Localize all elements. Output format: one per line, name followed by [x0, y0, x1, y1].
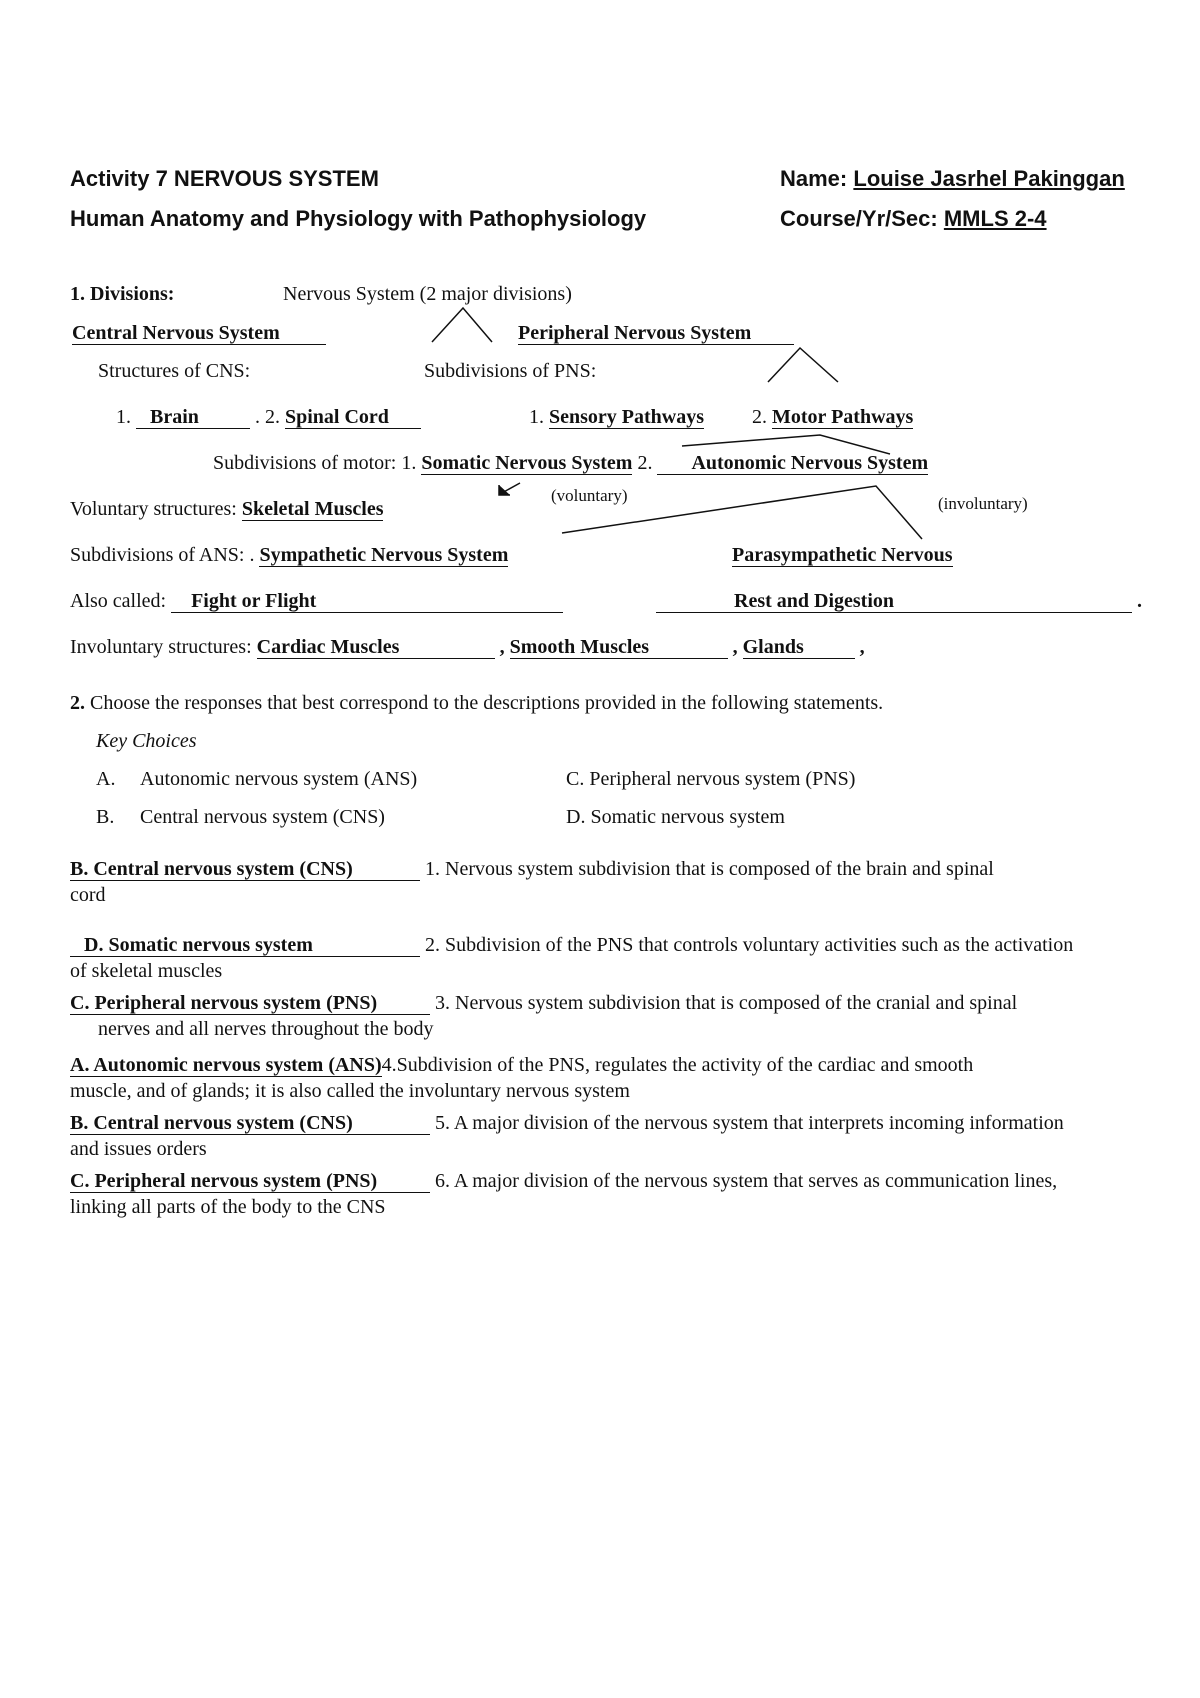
choice-b-text: Central nervous system (CNS) — [140, 806, 385, 828]
voluntary-structures-row — [70, 498, 383, 521]
name-row — [780, 166, 1125, 192]
answer-6-continuation: linking all parts of the body to the CNS — [70, 1196, 386, 1218]
answer-5 — [70, 1110, 1170, 1162]
answer-3-choice: C. Peripheral nervous system (PNS) — [70, 993, 430, 1015]
pns-value: Peripheral Nervous System — [518, 323, 794, 345]
motor-value: Motor Pathways — [772, 406, 914, 428]
cns-structures-label: Structures of CNS: — [98, 360, 251, 382]
somatic-value: Somatic Nervous System — [421, 452, 633, 474]
choice-c — [566, 768, 855, 791]
answer-1-choice: B. Central nervous system (CNS) — [70, 859, 420, 881]
answer-1-statement: 1. Nervous system subdivision that is composed of the brain and spinal — [425, 858, 994, 880]
answer-2-continuation: of skeletal muscles — [70, 960, 223, 982]
cardiac-muscles-value: Cardiac Muscles — [257, 637, 495, 659]
also-called-row — [70, 590, 563, 613]
cns-structures-row — [116, 406, 421, 429]
choice-b-letter: B. — [96, 806, 115, 828]
section2-number: 2. — [70, 692, 85, 714]
root-branch-lines — [432, 308, 492, 342]
choice-c-text: Peripheral nervous system (PNS) — [589, 768, 856, 790]
separator-2: , — [732, 636, 738, 658]
answer-2-statement: 2. Subdivision of the PNS that controls voluntary activities such as the activation — [425, 934, 1074, 956]
divisions-heading: 1. Divisions: — [70, 283, 175, 305]
course-label: Course/Yr/Sec: — [780, 206, 938, 231]
sensory-value: Sensory Pathways — [549, 406, 705, 428]
answer-4-statement: 4.Subdivision of the PNS, regulates the activity of the cardiac and smooth — [381, 1054, 974, 1076]
key-choices-label: Key Choices — [96, 730, 197, 752]
autonomic-value: Autonomic Nervous System — [657, 453, 928, 475]
cns-value: Central Nervous System — [72, 323, 326, 345]
section2-instruction — [70, 692, 883, 715]
nervous-system-root: Nervous System (2 major divisions) — [283, 283, 572, 305]
parasympathetic-value: Parasympathetic Nervous — [732, 544, 953, 566]
pns-label — [518, 322, 794, 345]
parasympathetic-row — [732, 544, 953, 567]
spinal-cord-value: Spinal Cord — [285, 407, 421, 429]
ans-label: Subdivisions of ANS: . — [70, 544, 255, 566]
answer-2-choice: D. Somatic nervous system — [70, 935, 420, 957]
answer-5-continuation: and issues orders — [70, 1138, 207, 1160]
voluntary-note: (voluntary) — [551, 486, 628, 505]
choice-a-letter: A. — [96, 768, 116, 790]
choice-b — [96, 806, 385, 829]
choice-d-letter: D. — [566, 806, 586, 828]
choice-c-letter: C. — [566, 768, 585, 790]
sensory-number: 1. — [529, 406, 544, 428]
activity-title: Activity 7 NERVOUS SYSTEM — [70, 166, 379, 191]
sympathetic-value: Sympathetic Nervous System — [259, 544, 509, 566]
name-value: Louise Jasrhel Pakinggan — [853, 166, 1125, 191]
subject-title: Human Anatomy and Physiology with Pathophysiology — [70, 206, 647, 231]
rest-digestion-row — [656, 590, 1142, 613]
answer-6-statement: 6. A major division of the nervous system that serves as communication lines, — [435, 1170, 1058, 1192]
name-label: Name: — [780, 166, 848, 191]
cns-label — [72, 322, 326, 345]
course-value: MMLS 2-4 — [943, 206, 1047, 231]
answer-3 — [70, 990, 1170, 1042]
pns-subdivisions-row — [529, 406, 913, 429]
answer-1 — [70, 856, 1170, 908]
spinal-cord-number: . 2. — [255, 406, 280, 428]
voluntary-value: Skeletal Muscles — [241, 498, 384, 520]
smooth-muscles-value: Smooth Muscles — [510, 637, 728, 659]
involuntary-structures-row — [70, 636, 865, 659]
answer-2 — [70, 932, 1170, 984]
answer-1-continuation: cord — [70, 884, 106, 906]
answer-3-statement: 3. Nervous system subdivision that is composed of the cranial and spinal — [435, 992, 1018, 1014]
motor-number: 2. — [752, 406, 768, 428]
course-row — [780, 206, 1047, 232]
separator-3: , — [859, 636, 865, 658]
involuntary-label: Involuntary structures: — [70, 636, 252, 658]
motor-label: Subdivisions of motor: 1. — [213, 452, 417, 474]
section2-instruction-text: Choose the responses that best correspond to the descriptions provided in the following statements. — [90, 692, 884, 714]
fight-or-flight-value: Fight or Flight — [171, 591, 563, 613]
pns-subdivisions-label: Subdivisions of PNS: — [424, 360, 597, 382]
brain-number: 1. — [116, 406, 131, 428]
answer-3-continuation: nerves and all nerves throughout the body — [98, 1018, 434, 1040]
answer-5-statement: 5. A major division of the nervous system that interprets incoming information — [435, 1112, 1064, 1134]
rest-and-digestion-end: . — [1137, 590, 1142, 612]
answer-4 — [70, 1052, 1170, 1104]
autonomic-number: 2. — [637, 452, 653, 474]
choice-d — [566, 806, 785, 829]
voluntary-label: Voluntary structures: — [70, 498, 237, 520]
answer-6-choice: C. Peripheral nervous system (PNS) — [70, 1171, 430, 1193]
ans-subdivisions-row — [70, 544, 508, 567]
also-called-label: Also called: — [70, 590, 167, 612]
choice-a — [96, 768, 417, 791]
pns-branch-lines — [768, 348, 838, 382]
choice-a-text: Autonomic nervous system (ANS) — [140, 768, 418, 790]
brain-value: Brain — [136, 407, 250, 429]
involuntary-note: (involuntary) — [938, 494, 1028, 513]
choice-d-text: Somatic nervous system — [590, 806, 785, 828]
answer-6 — [70, 1168, 1170, 1220]
separator-1: , — [499, 636, 505, 658]
answer-4-choice: A. Autonomic nervous system (ANS) — [70, 1054, 382, 1076]
motor-subdivisions-row — [213, 452, 928, 475]
glands-value: Glands — [743, 637, 855, 659]
rest-and-digestion-value: Rest and Digestion — [656, 591, 1132, 613]
answer-5-choice: B. Central nervous system (CNS) — [70, 1113, 430, 1135]
answer-4-continuation: muscle, and of glands; it is also called the involuntary nervous system — [70, 1080, 630, 1102]
